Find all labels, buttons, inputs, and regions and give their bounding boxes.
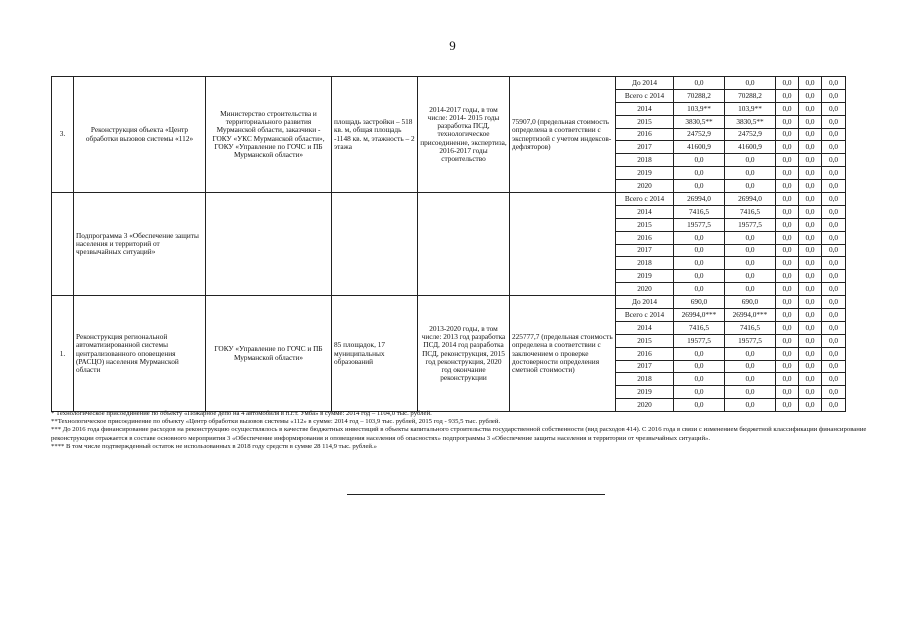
amount-cell: 0,0 [799,360,822,373]
amount-cell: 0,0 [776,89,799,102]
year-cell: 2018 [616,257,674,270]
year-cell: 2017 [616,141,674,154]
footnotes [51,410,891,451]
amount-cell: 0,0 [799,334,822,347]
footnote: *** До 2016 года финансирование расходов на реконструкцию осуществлялось в качестве бюджетных инвестиций в объекты капитального строительства государственной собственности (вид расходов 414). С 2016 года в связи с изменением бюджетной классификации финансирование реконструкции отражается в составе основного мероприятия 3 «Обеспечение информирования и оповещения населения об опасностях» подпрограммы 3 «Обеспечение защиты населения и территории от чрезвычайных ситуаций». [51,426,867,442]
year-cell: 2015 [616,218,674,231]
amount-cell: 0,0 [725,283,776,296]
amount-cell: 0,0 [799,309,822,322]
amount-cell: 0,0 [822,89,846,102]
amount-cell: 0,0 [725,399,776,412]
amount-cell: 0,0 [799,321,822,334]
amount-cell: 0,0 [725,244,776,257]
amount-cell: 0,0 [674,270,725,283]
amount-cell: 0,0 [822,205,846,218]
footnote: * Технологическое присоединение по объекту «Пожарное депо на 4 автомобиля в п.г.т. Умба» в сумме: 2014 год – 1104,0 тыс. рублей. [51,410,432,417]
amount-cell: 0,0 [776,115,799,128]
year-cell: 2015 [616,334,674,347]
amount-cell: 0,0 [776,141,799,154]
amount-cell: 103,9** [674,102,725,115]
customer: ГОКУ «Управление по ГОЧС и ПБ Мурманской области» [206,296,332,412]
amount-cell: 70288,2 [725,89,776,102]
amount-cell: 19577,5 [725,218,776,231]
year-cell: 2018 [616,154,674,167]
amount-cell: 0,0 [725,347,776,360]
amount-cell: 0,0 [822,270,846,283]
amount-cell: 0,0 [725,167,776,180]
estimated-cost [510,193,616,296]
amount-cell: 26994,0 [674,193,725,206]
row-number: 3. [52,77,74,193]
table-row [52,296,846,309]
year-cell: 2016 [616,347,674,360]
amount-cell: 0,0 [799,373,822,386]
year-cell: 2016 [616,128,674,141]
year-cell: 2015 [616,115,674,128]
amount-cell: 0,0 [674,283,725,296]
amount-cell: 0,0 [799,154,822,167]
amount-cell: 0,0 [799,115,822,128]
object-name: Реконструкция региональной автоматизированной системы централизованного оповещения (РАСЦО) населения Мурманской области [74,296,206,412]
amount-cell: 0,0 [776,334,799,347]
amount-cell: 0,0 [799,231,822,244]
year-cell: Всего с 2014 [616,309,674,322]
amount-cell: 41600,9 [674,141,725,154]
year-cell: 2019 [616,386,674,399]
amount-cell: 0,0 [674,257,725,270]
amount-cell: 0,0 [799,257,822,270]
year-cell: 2020 [616,180,674,193]
amount-cell: 690,0 [725,296,776,309]
table-row [52,77,846,90]
amount-cell: 0,0 [776,309,799,322]
capacity: площадь застройки – 518 кв. м, общая площадь -1148 кв. м, этажность – 2 этажа [332,77,418,193]
amount-cell: 0,0 [776,257,799,270]
amount-cell: 0,0 [674,154,725,167]
footnote: **** В том числе подтвержденный остаток не использованных в 2018 году средств в сумме 28 114,9 тыс. рублей.» [51,442,378,450]
amount-cell: 0,0 [725,180,776,193]
amount-cell: 0,0 [674,231,725,244]
amount-cell: 0,0 [776,128,799,141]
amount-cell: 0,0 [776,193,799,206]
amount-cell: 0,0 [799,270,822,283]
amount-cell: 19577,5 [725,334,776,347]
year-cell: 2019 [616,167,674,180]
amount-cell: 0,0 [799,77,822,90]
amount-cell: 0,0 [776,77,799,90]
amount-cell: 19577,5 [674,218,725,231]
amount-cell: 0,0 [799,244,822,257]
construction-terms: 2014-2017 годы, в том числе: 2014- 2015 годы разработка ПСД, технологическое присоединение, экспертиза, 2016-2017 годы строительство [418,77,510,193]
amount-cell: 0,0 [799,89,822,102]
amount-cell: 0,0 [822,218,846,231]
amount-cell: 0,0 [776,231,799,244]
amount-cell: 0,0 [674,347,725,360]
amount-cell: 0,0 [674,373,725,386]
amount-cell: 0,0 [822,309,846,322]
amount-cell: 0,0 [799,167,822,180]
amount-cell: 0,0 [822,373,846,386]
amount-cell: 0,0 [674,399,725,412]
amount-cell: 0,0 [674,77,725,90]
amount-cell: 7416,5 [725,321,776,334]
row-number: 1. [52,296,74,412]
amount-cell: 0,0 [822,154,846,167]
amount-cell: 0,0 [725,231,776,244]
investment-table [51,76,846,412]
amount-cell: 24752,9 [674,128,725,141]
customer: Министерство строительства и территориального развития Мурманской области, заказчики - ГОКУ «УКС Мурманской области», ГОКУ «Управление по ГОЧС и ПБ Мурманской области» [206,77,332,193]
year-cell: 2014 [616,102,674,115]
amount-cell: 0,0 [822,180,846,193]
amount-cell: 0,0 [799,193,822,206]
amount-cell: 0,0 [799,296,822,309]
amount-cell: 0,0 [776,373,799,386]
amount-cell: 0,0 [822,283,846,296]
amount-cell: 0,0 [822,141,846,154]
amount-cell: 0,0 [822,257,846,270]
year-cell: Всего с 2014 [616,193,674,206]
amount-cell: 0,0 [776,180,799,193]
amount-cell: 103,9** [725,102,776,115]
amount-cell: 690,0 [674,296,725,309]
amount-cell: 0,0 [822,167,846,180]
table-body [52,77,846,412]
amount-cell: 0,0 [725,77,776,90]
year-cell: 2017 [616,244,674,257]
amount-cell: 3830,5** [725,115,776,128]
amount-cell: 0,0 [822,244,846,257]
amount-cell: 0,0 [725,154,776,167]
amount-cell: 0,0 [822,231,846,244]
amount-cell: 0,0 [725,373,776,386]
year-cell: Всего с 2014 [616,89,674,102]
amount-cell: 0,0 [822,360,846,373]
year-cell: 2018 [616,373,674,386]
construction-terms: 2013-2020 годы, в том числе: 2013 год разработка ПСД, 2014 год разработка ПСД, реконструкция, 2015 год реконструкция, 2020 год окончание реконструкции [418,296,510,412]
amount-cell: 0,0 [822,77,846,90]
amount-cell: 0,0 [799,205,822,218]
amount-cell: 7416,5 [725,205,776,218]
amount-cell: 0,0 [725,257,776,270]
year-cell: До 2014 [616,296,674,309]
page-number: 9 [449,38,456,53]
amount-cell: 0,0 [674,244,725,257]
amount-cell: 0,0 [725,270,776,283]
amount-cell: 0,0 [799,386,822,399]
amount-cell: 0,0 [799,141,822,154]
amount-cell: 70288,2 [674,89,725,102]
year-cell: До 2014 [616,77,674,90]
amount-cell: 0,0 [674,386,725,399]
amount-cell: 0,0 [822,321,846,334]
year-cell: 2019 [616,270,674,283]
construction-terms [418,193,510,296]
amount-cell: 0,0 [822,193,846,206]
amount-cell: 0,0 [674,180,725,193]
year-cell: 2017 [616,360,674,373]
amount-cell: 0,0 [799,180,822,193]
amount-cell: 0,0 [776,205,799,218]
amount-cell: 41600,9 [725,141,776,154]
amount-cell: 0,0 [799,128,822,141]
amount-cell: 0,0 [776,102,799,115]
amount-cell: 26994,0 [725,193,776,206]
amount-cell: 0,0 [822,334,846,347]
amount-cell: 19577,5 [674,334,725,347]
capacity: 85 площадок, 17 муниципальных образований [332,296,418,412]
amount-cell: 0,0 [776,296,799,309]
footnote: **Технологическое присоединение по объекту «Центр обработки вызовов системы «112» в сумме: 2014 год – 103,9 тыс. рублей, 2015 год - 935,5 тыс. рублей. [51,418,501,426]
customer [206,193,332,296]
amount-cell: 0,0 [776,321,799,334]
estimated-cost: 225777,7 (предельная стоимость определена в соответствии с заключением о проверке достоверности определения сметной стоимости) [510,296,616,412]
amount-cell: 0,0 [776,270,799,283]
row-number [52,193,74,296]
amount-cell: 7416,5 [674,321,725,334]
amount-cell: 0,0 [822,296,846,309]
year-cell: 2020 [616,283,674,296]
amount-cell: 0,0 [799,283,822,296]
amount-cell: 24752,9 [725,128,776,141]
amount-cell: 0,0 [776,399,799,412]
amount-cell: 0,0 [776,244,799,257]
closing-rule [347,494,605,495]
amount-cell: 0,0 [776,218,799,231]
amount-cell: 0,0 [776,360,799,373]
amount-cell: 0,0 [776,283,799,296]
amount-cell: 0,0 [776,347,799,360]
amount-cell: 0,0 [674,360,725,373]
amount-cell: 0,0 [822,386,846,399]
amount-cell: 0,0 [776,167,799,180]
amount-cell: 7416,5 [674,205,725,218]
year-cell: 2014 [616,321,674,334]
amount-cell: 0,0 [822,115,846,128]
amount-cell: 0,0 [799,218,822,231]
amount-cell: 0,0 [822,128,846,141]
amount-cell: 0,0 [822,399,846,412]
amount-cell: 0,0 [776,154,799,167]
capacity [332,193,418,296]
amount-cell: 0,0 [674,167,725,180]
amount-cell: 0,0 [725,386,776,399]
amount-cell: 3830,5** [674,115,725,128]
amount-cell: 0,0 [799,347,822,360]
amount-cell: 0,0 [799,399,822,412]
amount-cell: 0,0 [822,347,846,360]
year-cell: 2020 [616,399,674,412]
estimated-cost: 75907,0 (предельная стоимость определена в соответствии с экспертизой с учетом индексов-дефляторов) [510,77,616,193]
year-cell: 2016 [616,231,674,244]
amount-cell: 26994,0*** [725,309,776,322]
object-name: Подпрограмма 3 «Обеспечение защиты населения и территорий от чрезвычайных ситуаций» [74,193,206,296]
table-row [52,193,846,206]
amount-cell: 0,0 [822,102,846,115]
amount-cell: 26994,0*** [674,309,725,322]
amount-cell: 0,0 [725,360,776,373]
amount-cell: 0,0 [799,102,822,115]
object-name: Реконструкция объекта «Центр обработки вызовов системы «112» [74,77,206,193]
year-cell: 2014 [616,205,674,218]
amount-cell: 0,0 [776,386,799,399]
